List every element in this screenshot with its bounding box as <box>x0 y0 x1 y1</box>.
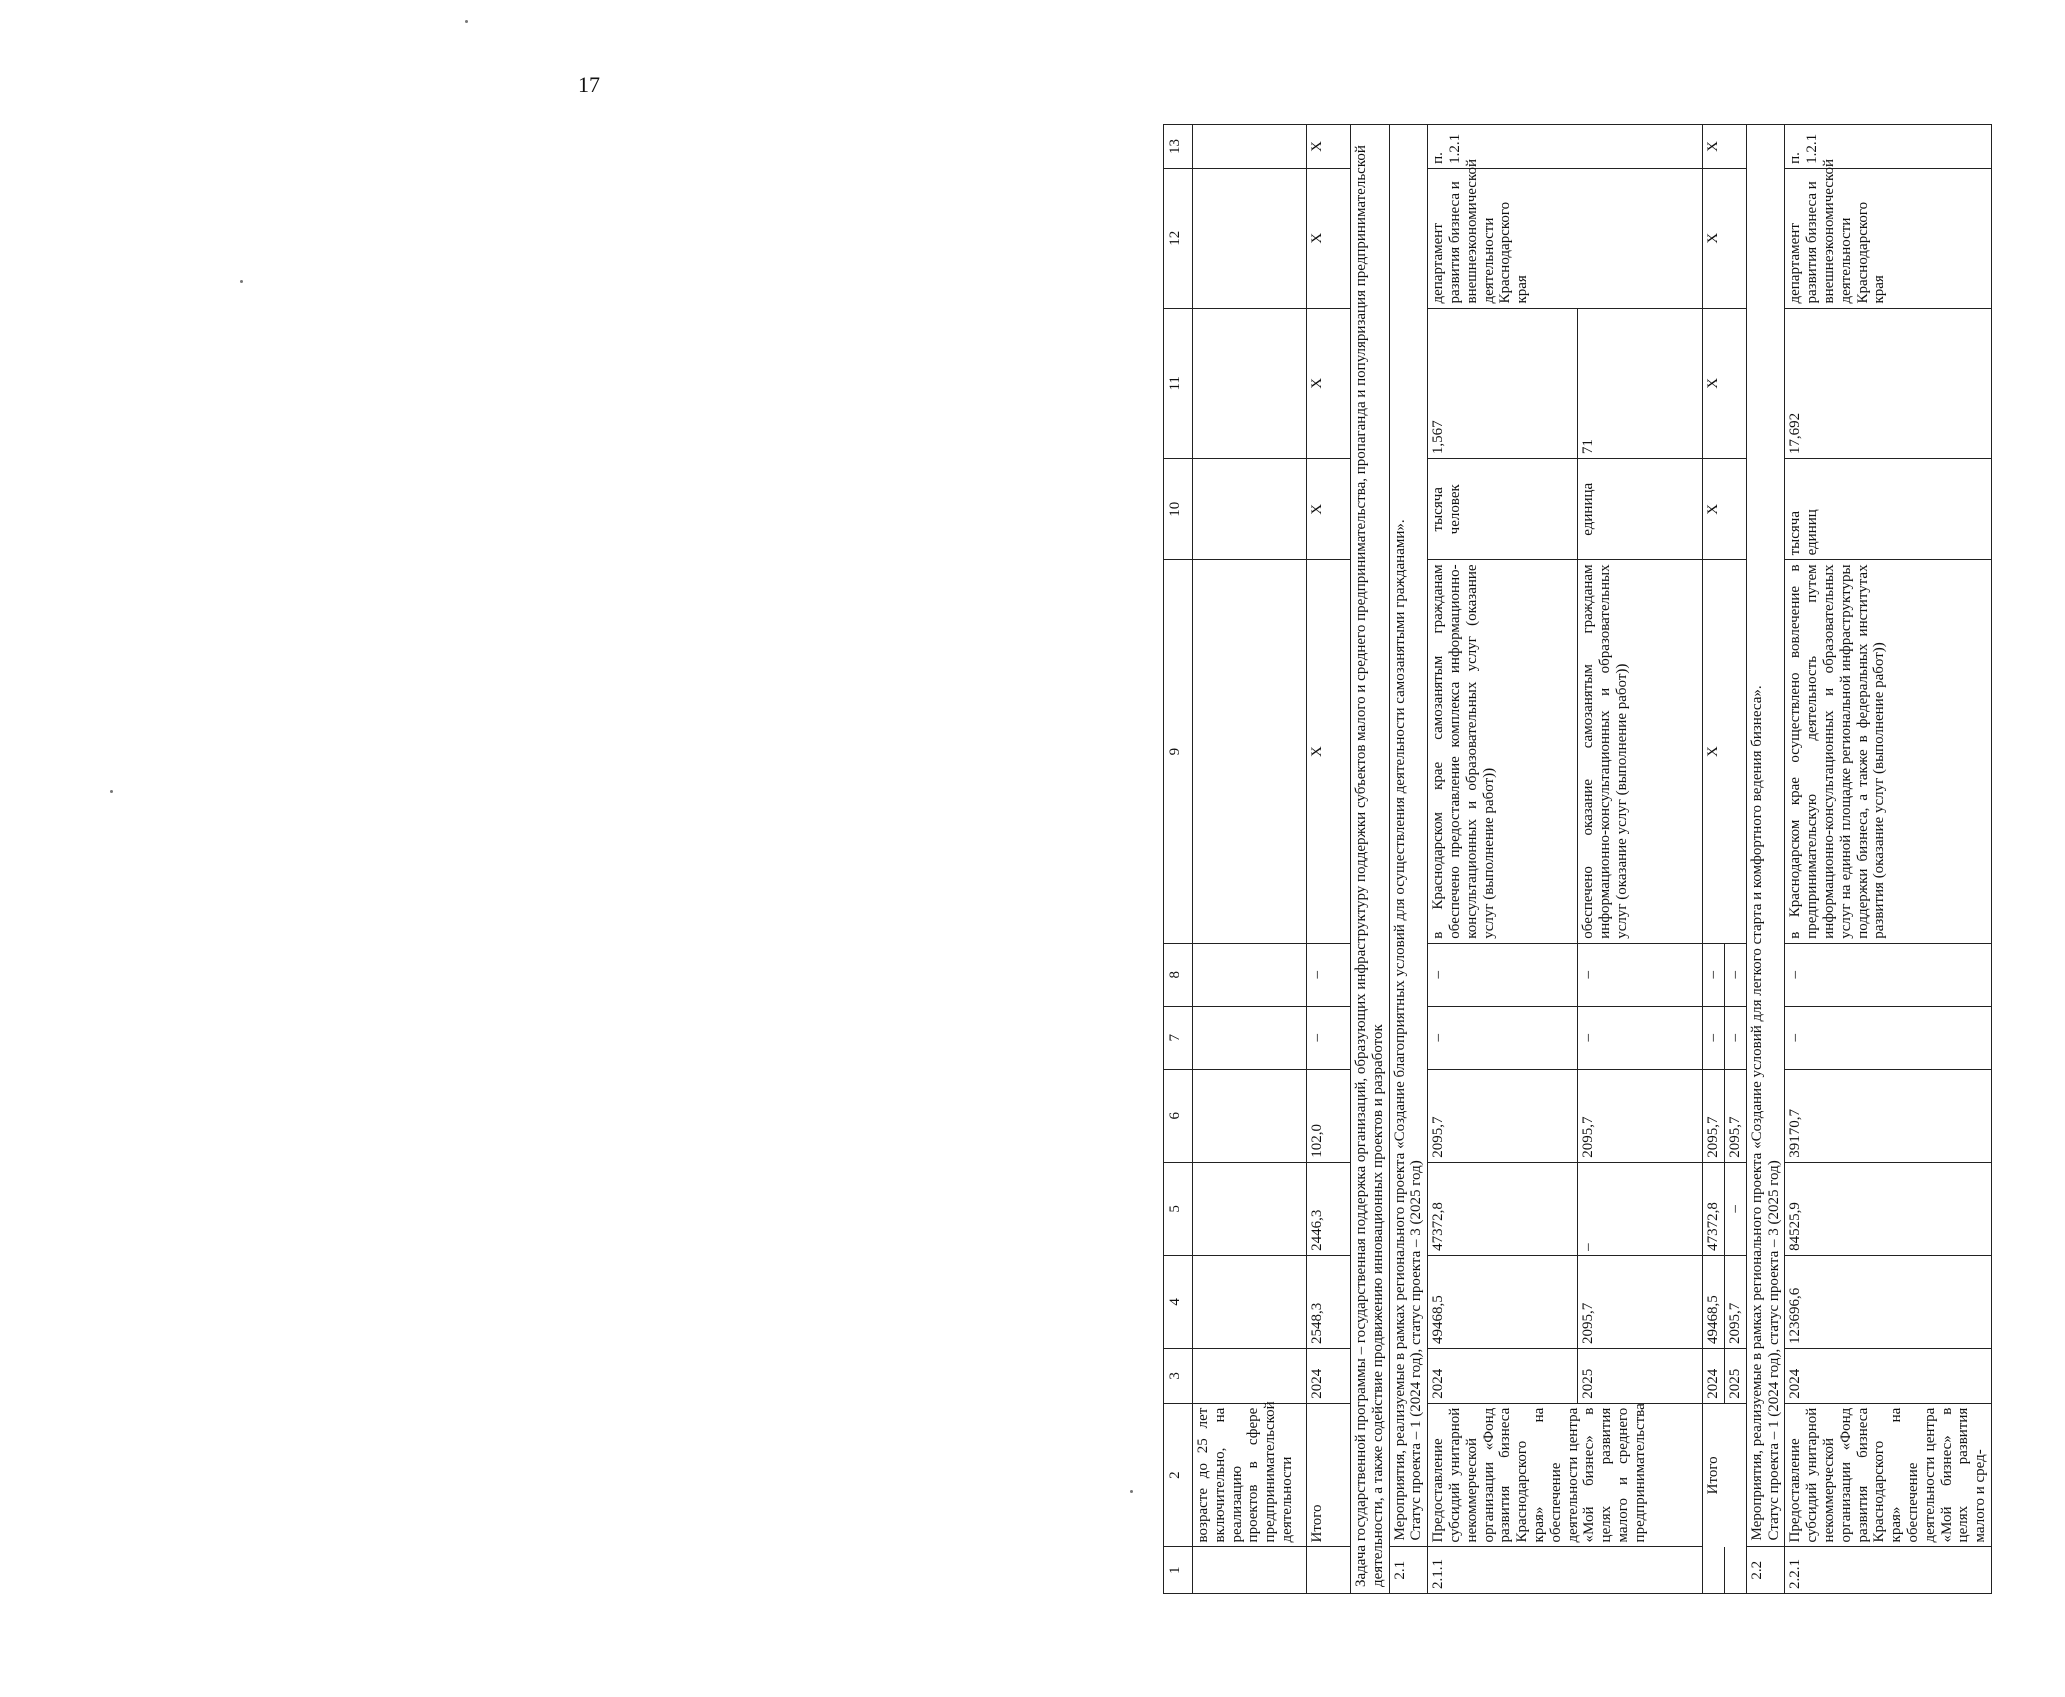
col-number: 4 <box>1164 1255 1193 1348</box>
cell-year: 2024 <box>1703 1348 1725 1403</box>
cell-value: Х <box>1703 459 1747 560</box>
cell-value: – <box>1703 943 1725 1006</box>
col-number: 2 <box>1164 1403 1193 1547</box>
section-row <box>1389 125 1428 1594</box>
cell <box>1193 459 1307 560</box>
total-row <box>1703 125 1725 1594</box>
cell-value: Х <box>1307 125 1351 169</box>
cell-unit: единица <box>1578 459 1703 560</box>
cell-value: Х <box>1307 459 1351 560</box>
cell <box>1193 1069 1307 1162</box>
cell-value: – <box>1724 1006 1746 1069</box>
cell-value: 2548,3 <box>1307 1255 1351 1348</box>
cell-value: 2095,7 <box>1724 1069 1746 1162</box>
scan-speck <box>465 20 468 23</box>
cell-result: обеспечено оказание самозанятым гражданам информационно-консультационных и образовательных услуг (оказание услуг (выполнение работ)) <box>1578 560 1703 943</box>
cell-value: 49468,5 <box>1703 1255 1725 1348</box>
cell-value: 2446,3 <box>1307 1162 1351 1255</box>
section-title: Мероприятия, реализуемые в рамках регионального проекта «Создание условий для легкого старта и комфортного ведения бизнеса». <box>1748 685 1765 1541</box>
cell-responsible: департамент развития бизнеса и внешнеэкономической деятельности Краснодарского края <box>1428 168 1703 308</box>
col-number: 12 <box>1164 168 1193 308</box>
cell-value: 123696,6 <box>1785 1255 1992 1348</box>
rotated-table-wrapper <box>1163 124 2065 1594</box>
section-number: 2.2 <box>1746 1547 1785 1594</box>
section-number: 2.1 <box>1389 1547 1428 1594</box>
cell-year: 2024 <box>1785 1348 1992 1403</box>
cell-value: Х <box>1307 168 1351 308</box>
program-table <box>1163 124 1992 1594</box>
cell-value: Х <box>1703 168 1747 308</box>
section-title: Мероприятия, реализуемые в рамках регионального проекта «Создание благоприятных условий для осуществления деятельности самозанятыми гражданами». <box>1391 519 1408 1541</box>
section-status: Статус проекта – 1 (2024 год), статус проекта – 3 (2025 год) <box>1408 1160 1425 1541</box>
cell-value: 84525,9 <box>1785 1162 1992 1255</box>
page-number: 17 <box>578 72 600 97</box>
col-number: 9 <box>1164 560 1193 943</box>
cell <box>1193 308 1307 459</box>
cell-value: – <box>1578 1006 1703 1069</box>
table-row <box>1193 125 1307 1594</box>
cell-description: Предоставление субсидий унитарной некоммерческой организации «Фонд развития бизнеса Краснодарского края» на обеспечение деятельности центра «Мой бизнес» в целях развития малого и сред- <box>1785 1403 1992 1547</box>
table-row <box>1428 125 1578 1594</box>
cell-value: – <box>1724 1162 1746 1255</box>
cell-value: 17,692 <box>1785 308 1992 459</box>
table-row <box>1785 125 1992 1594</box>
section-heading <box>1389 125 1428 1547</box>
cell-value: – <box>1785 1006 1992 1069</box>
cell-value: 47372,8 <box>1428 1162 1578 1255</box>
cell-reference: п. 1.2.1 <box>1785 125 1992 169</box>
cell-value: 1,567 <box>1428 308 1578 459</box>
cell-result: в Краснодарском крае осуществлено вовлечение в предпринимательскую деятельность путем информационно-консультационных и образовательных услуг на единой площадке региональной инфраструктуры поддержки бизнеса, а также в федеральных институтах развития (оказание услуг (выполнение работ)) <box>1785 560 1992 943</box>
cell <box>1724 1547 1746 1594</box>
cell-year: 2025 <box>1724 1348 1746 1403</box>
cell-year: 2024 <box>1307 1348 1351 1403</box>
cell-description: Предоставление субсидий унитарной некоммерческой организации «Фонд развития бизнеса Краснодарского края» на обеспечение деятельности центра «Мой бизнес» в целях развития малого и среднего предпринимательства <box>1428 1403 1703 1547</box>
cell <box>1193 1348 1307 1403</box>
cell-label: Итого <box>1703 1403 1747 1547</box>
scan-speck <box>240 280 243 283</box>
cell <box>1193 125 1307 169</box>
total-row <box>1307 125 1351 1594</box>
cell-responsible: департамент развития бизнеса и внешнеэкономической деятельности Краснодарского края <box>1785 168 1992 308</box>
cell-value: 2095,7 <box>1703 1069 1725 1162</box>
cell-value: – <box>1428 1006 1578 1069</box>
cell <box>1193 1006 1307 1069</box>
cell-year: 2024 <box>1428 1348 1578 1403</box>
cell-value: – <box>1578 943 1703 1006</box>
cell-value: 2095,7 <box>1578 1069 1703 1162</box>
cell-unit: тысяча единиц <box>1785 459 1992 560</box>
cell-value: Х <box>1307 560 1351 943</box>
cell <box>1193 1547 1307 1594</box>
col-number: 1 <box>1164 1547 1193 1594</box>
cell-value: 2095,7 <box>1724 1255 1746 1348</box>
cell-value: 39170,7 <box>1785 1069 1992 1162</box>
cell-value: 47372,8 <box>1703 1162 1725 1255</box>
cell-description: возрасте до 25 лет включительно, на реализацию проектов в сфере предпринимательской деятельности <box>1193 1403 1307 1547</box>
cell-label: Итого <box>1307 1403 1351 1547</box>
col-number: 5 <box>1164 1162 1193 1255</box>
cell-unit: тысяча человек <box>1428 459 1578 560</box>
cell <box>1307 1547 1351 1594</box>
cell-reference: п. 1.2.1 <box>1428 125 1703 169</box>
scan-speck <box>1130 1490 1133 1493</box>
cell-value: Х <box>1703 125 1747 169</box>
cell <box>1703 1547 1725 1594</box>
cell-number: 2.1.1 <box>1428 1547 1703 1594</box>
cell <box>1193 560 1307 943</box>
cell-value: – <box>1703 1006 1725 1069</box>
cell-value: 102,0 <box>1307 1069 1351 1162</box>
cell-value: Х <box>1703 560 1747 943</box>
cell <box>1193 1255 1307 1348</box>
cell-value: 49468,5 <box>1428 1255 1578 1348</box>
col-number: 7 <box>1164 1006 1193 1069</box>
cell-result: в Краснодарском крае самозанятым гражданам обеспечено предоставление комплекса информационно-консультационных и образовательных услуг (оказание услуг (выполнение работ)) <box>1428 560 1578 943</box>
cell-value: – <box>1307 943 1351 1006</box>
col-number: 11 <box>1164 308 1193 459</box>
col-number: 8 <box>1164 943 1193 1006</box>
cell-number: 2.2.1 <box>1785 1547 1992 1594</box>
cell-value: 71 <box>1578 308 1703 459</box>
cell-value: 2095,7 <box>1428 1069 1578 1162</box>
cell-year: 2025 <box>1578 1348 1703 1403</box>
cell <box>1193 1162 1307 1255</box>
table-row <box>1578 125 1703 1594</box>
cell-value: 2095,7 <box>1578 1255 1703 1348</box>
section-status: Статус проекта – 1 (2024 год), статус проекта – 3 (2025 год) <box>1765 1160 1782 1541</box>
task-heading: Задача государственной программы – государственная поддержка организаций, образующих инфраструктуру поддержки субъектов малого и среднего предпринимательства, пропаганда и популяризация предпринимательской деятельности, а также содействие продвижению инновационных проектов и разработок <box>1351 125 1390 1594</box>
cell-value: – <box>1724 943 1746 1006</box>
cell-value: – <box>1578 1162 1703 1255</box>
column-number-row <box>1164 125 1193 1594</box>
scan-speck <box>110 790 113 793</box>
cell <box>1193 168 1307 308</box>
col-number: 13 <box>1164 125 1193 169</box>
col-number: 6 <box>1164 1069 1193 1162</box>
section-row <box>1746 125 1785 1594</box>
section-heading <box>1746 125 1785 1547</box>
col-number: 10 <box>1164 459 1193 560</box>
cell-value: – <box>1428 943 1578 1006</box>
cell-value: Х <box>1703 308 1747 459</box>
col-number: 3 <box>1164 1348 1193 1403</box>
cell <box>1193 943 1307 1006</box>
cell-value: Х <box>1307 308 1351 459</box>
cell-value: – <box>1785 943 1992 1006</box>
cell-value: – <box>1307 1006 1351 1069</box>
task-row <box>1351 125 1390 1594</box>
